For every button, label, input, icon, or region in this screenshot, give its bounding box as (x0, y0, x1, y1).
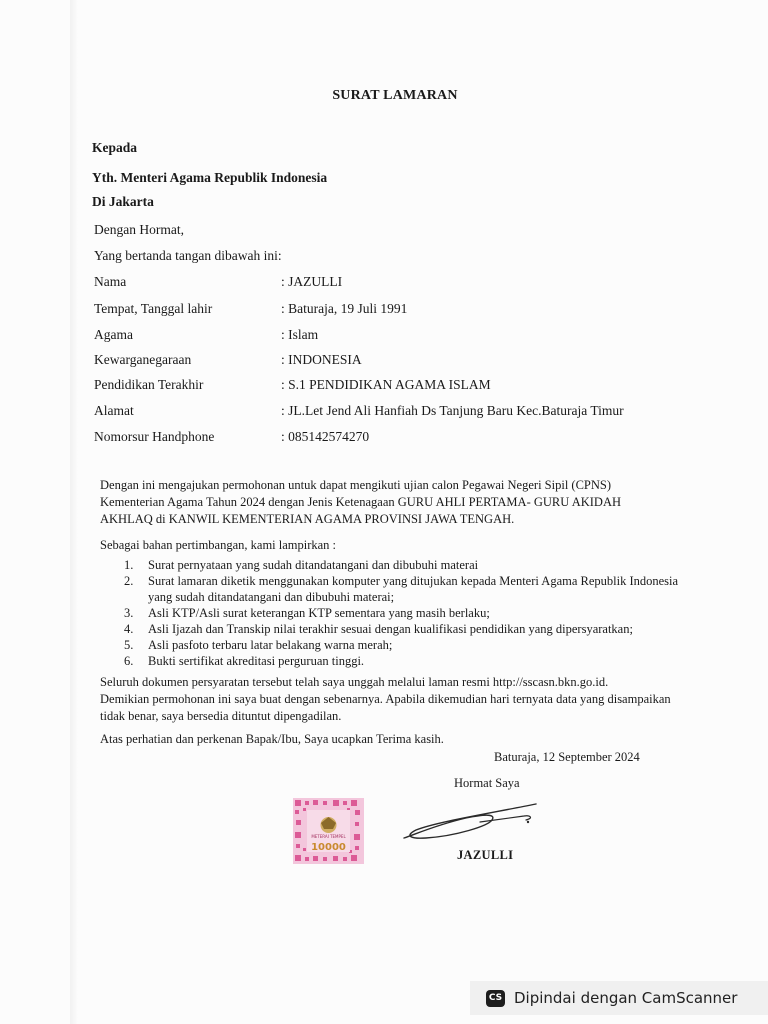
field-label: Nomorsur Handphone (94, 429, 215, 444)
list-text: Asli KTP/Asli surat keterangan KTP sementara yang masih berlaku; (148, 606, 490, 620)
list-number: 1. (124, 558, 134, 572)
field-row-nama (94, 274, 714, 294)
paper-edge-shadow (70, 0, 78, 1024)
recipient-kepada: Kepada (92, 140, 138, 155)
list-text: Surat pernyataan yang sudah ditandatangani dan dibubuhi materai (148, 558, 479, 572)
field-row-agama (94, 327, 714, 347)
field-value: : S.1 PENDIDIKAN AGAMA ISLAM (281, 377, 491, 392)
greeting: Dengan Hormat, (94, 222, 184, 237)
closing-paragraph (100, 674, 675, 725)
closing-text-1: Seluruh dokumen persyaratan tersebut telah saya unggah melalui laman resmi http://sscasn.bkn.go.id. (100, 675, 609, 689)
stamp-amount: 10000 (311, 842, 346, 853)
signature-icon (396, 800, 546, 845)
list-item (100, 605, 680, 621)
camscanner-logo-icon: CS (486, 990, 505, 1007)
attachments-list (100, 557, 680, 669)
recipient-location: Di Jakarta (92, 194, 154, 209)
list-item (100, 621, 680, 637)
application-text: Dengan ini mengajukan permohonan untuk dapat mengikuti ujian calon Pegawai Negeri Sipil (CPNS) Kementerian Agama Tahun 2024 dengan Jenis Ketenagaan GURU AHLI PERTAMA- GURU AKIDAH AKHLAQ di KANWIL KEMENTERIAN AGAMA PROVINSI JAWA TENGAH. (100, 478, 622, 526)
list-item (100, 557, 680, 573)
list-text: Asli pasfoto terbaru latar belakang warna merah; (148, 638, 393, 652)
field-value: : 085142574270 (281, 429, 370, 444)
list-text: Asli Ijazah dan Transkip nilai terakhir sesuai dengan kualifikasi pendidikan yang dipersyaratkan; (148, 622, 633, 636)
list-text: Bukti sertifikat akreditasi perguruan tinggi. (148, 654, 365, 668)
field-label: Pendidikan Terakhir (94, 377, 204, 392)
list-text: Surat lamaran diketik menggunakan komputer yang ditujukan kepada Menteri Agama Republik Indonesia yang sudah ditandatangani dan dibubuhi materai; (148, 574, 679, 604)
field-value: : JL.Let Jend Ali Hanfiah Ds Tanjung Baru Kec.Baturaja Timur (281, 403, 624, 418)
field-row-handphone (94, 429, 714, 449)
closing-text-2: Demikian permohonan ini saya buat dengan sebenarnya. Apabila dikemudian hari ternyata data yang disampaikan tidak benar, saya bersedia dituntut dipengadilan. (100, 692, 671, 723)
field-value: : Islam (281, 327, 319, 342)
field-label: Tempat, Tanggal lahir (94, 301, 213, 316)
field-value: : Baturaja, 19 Juli 1991 (281, 301, 408, 316)
field-value: : JAZULLI (281, 274, 343, 289)
list-number: 6. (124, 654, 134, 668)
field-value: : INDONESIA (281, 352, 362, 367)
list-number: 4. (124, 622, 134, 636)
field-label: Kewarganegaraan (94, 352, 192, 367)
list-item (100, 637, 680, 653)
meterai-stamp-icon (293, 798, 364, 864)
attachments-intro-text: Sebagai bahan pertimbangan, kami lampirkan : (100, 538, 337, 552)
closing-salutation: Hormat Saya (454, 776, 520, 790)
intro-line: Yang bertanda tangan dibawah ini: (94, 248, 282, 263)
field-label: Alamat (94, 403, 134, 418)
field-row-kewarganegaraan (94, 352, 714, 372)
signer-name: JAZULLI (457, 848, 514, 862)
list-number: 2. (124, 574, 134, 588)
application-paragraph (100, 477, 675, 528)
camscanner-text: Dipindai dengan CamScanner (514, 989, 738, 1007)
thanks-text: Atas perhatian dan perkenan Bapak/Ibu, Saya ucapkan Terima kasih. (100, 732, 444, 746)
list-number: 3. (124, 606, 134, 620)
stamp-label: METERAI TEMPEL (311, 834, 346, 839)
letter-title: SURAT LAMARAN (332, 88, 458, 103)
place-date: Baturaja, 12 September 2024 (494, 750, 640, 764)
list-item (100, 653, 680, 669)
camscanner-watermark (470, 981, 768, 1015)
field-label: Nama (94, 274, 127, 289)
recipient-yth: Yth. Menteri Agama Republik Indonesia (92, 170, 328, 185)
field-row-alamat (94, 403, 714, 423)
thanks-paragraph (100, 731, 675, 748)
list-number: 5. (124, 638, 134, 652)
attachments-intro (100, 537, 675, 554)
field-row-pendidikan (94, 377, 714, 397)
list-item (100, 573, 680, 605)
field-label: Agama (94, 327, 133, 342)
field-row-tempat-tanggal-lahir (94, 301, 714, 321)
